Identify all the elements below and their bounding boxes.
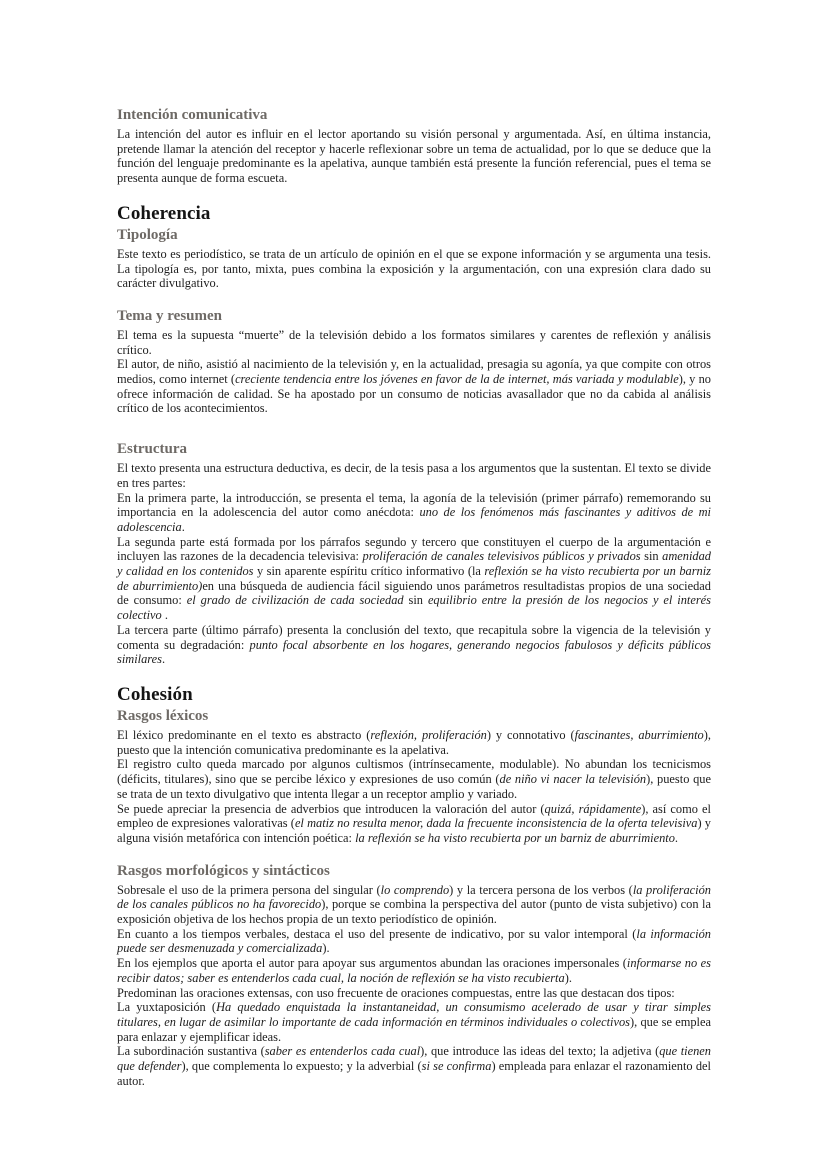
text-run: La subordinación sustantiva ( [117,1044,265,1059]
section-heading: Cohesión [117,683,193,705]
text-run: Se puede apreciar la presencia de adverbios que introducen la valoración del autor ( [117,801,545,816]
text-run: En los ejemplos que aporta el autor para apoyar sus argumentos abundan las oraciones impersonales ( [117,956,627,971]
text-run: El texto presenta una estructura deductiva, es decir, de la tesis pasa a los argumentos que la sustentan. El texto se divide en tres partes: [117,461,711,490]
italic-run: lo comprendo [380,882,450,897]
italic-run: uno de los fenómenos más fascinantes y aditivos de mi adolescencia [117,505,712,534]
text-run: ), puesto que se trata de un texto divulgativo que intenta llegar a un receptor amplio y variado. [117,772,711,801]
italic-run: que tienen que defender [117,1044,711,1074]
section-subheading: Intención comunicativa [117,107,268,123]
italic-run: la proliferación de los canales públicos no ha favorecido [117,882,711,912]
section-subheading: Rasgos léxicos [117,707,209,724]
paragraph [117,986,711,1001]
section-subheading: Estructura [117,441,187,458]
text-run: ), puesto que la intención comunicativa predominante es la apelativa. [117,727,711,757]
paragraph [117,956,711,985]
text-run: La yuxtaposición ( [117,1000,217,1015]
italic-run: Ha quedado enquistada la instantaneidad, un consumismo acelerado de usar y tirar simples titulares, en lugar de asimilar lo importante de cada información en términos individuales o colectivos [117,1000,711,1029]
italic-run: amenidad y calidad en los contenidos [117,549,711,579]
section-subheading: Rasgos morfológicos y sintácticos [117,862,330,879]
paragraph [117,1000,711,1044]
italic-run: quizá, rápidamente [544,801,642,816]
italic-run: el matiz no resulta menor, dada la frecuente inconsistencia de la oferta televisiva [294,816,698,831]
text-run: ), que introduce las ideas del texto; la adjetiva ( [420,1044,660,1059]
text-run: La segunda parte está formada por los párrafos segundo y tercero que constituyen el cuerpo de la argumentación e incluyen las razones de la decadencia televisiva: [117,534,711,564]
text-run: ). [564,970,572,985]
italic-run: creciente tendencia entre los jóvenes en favor de la de internet, más variada y modulable [235,372,679,387]
text-run: Predominan las oraciones extensas, con uso frecuente de oraciones compuestas, entre las que destacan dos tipos: [117,985,675,1000]
text-run: En cuanto a los tiempos verbales, destaca el uso del presente de indicativo, por su valor intemporal ( [117,926,637,941]
paragraph [117,328,711,357]
section [117,683,711,846]
italic-run: reflexión, proliferación [370,727,487,742]
italic-run: la información puede ser desmenuzada y comercializada [117,926,711,956]
paragraph [117,802,711,846]
text-run: ) y connotativo ( [486,727,575,742]
text-run: sin [640,549,663,564]
paragraph [117,757,711,801]
italic-run: el grado de civilización de cada sociedad [186,593,404,608]
text-run: La tercera parte (último párrafo) presenta la conclusión del texto, que recapitula sobre la vigencia de la televisión y comenta su degradación: [117,622,711,652]
italic-run: fascinantes, aburrimiento [574,727,704,742]
text-run: El autor, de niño, asistió al nacimiento de la televisión y, en la actualidad, presagia su agonía, ya que compite con otros medios, como internet ( [117,357,711,387]
section-heading: Coherencia [117,202,211,224]
text-run: en una búsqueda de audiencia fácil siguiendo unos parámetros resultadistas propios de una sociedad de consumo: [117,578,711,608]
italic-run: proliferación de canales televisivos públicos y privados [362,549,641,564]
paragraph [117,357,711,416]
text-run: ), así como el empleo de expresiones valorativas ( [117,801,711,831]
text-run: ), que se emplea para enlazar y ejemplificar ideas. [117,1014,711,1044]
text-run: Sobresale el uso de la primera persona del singular ( [117,882,381,897]
paragraph [117,535,711,623]
paragraph [117,623,711,667]
section [117,202,711,291]
italic-run: equilibrio entre la presión de los negocios y el interés colectivo [117,593,711,623]
section [117,106,711,186]
text-run: En la primera parte, la introducción, se presenta el tema, la agonía de la televisión (primer párrafo) rememorando su importancia en la adolescencia del autor como anécdota: [117,490,711,520]
text-run: sin [403,593,428,608]
text-run: ), que complementa lo expuesto; y la adverbial ( [181,1059,422,1074]
paragraph [117,491,711,535]
italic-run: la reflexión se ha visto recubierta por un barniz de aburrimiento [355,830,675,845]
text-run: y sin aparente espíritu crítico informativo (la [253,564,485,579]
text-run: ), porque se combina la perspectiva del autor (punto de vista subjetivo) con la exposición objetiva de los hechos propia de un texto periodístico de opinión. [117,897,711,927]
section [117,862,711,1089]
paragraph [117,728,711,757]
text-run: . [161,652,166,667]
italic-run: saber es entenderlos cada cual [264,1044,421,1059]
italic-run: punto focal absorbente en los hogares, generando negocios fabulosos y déficits públicos similares [117,637,711,667]
section-subheading: Tipología [117,226,178,243]
text-run: El tema es la supuesta “muerte” de la televisión debido a los formatos similares y carentes de reflexión y análisis crítico. [117,327,711,357]
text-run: La intención del autor es influir en el lector aportando su visión personal y argumentada. Así, en última instancia, pretende llamar la atención del receptor y hacerle reflexionar sobre un tema de actualidad, por lo que se deduce que la función del lenguaje predominante es la apelativa, aunque también está presente la función referencial, pues el tema se presenta aunque de forma escueta. [117,127,711,186]
text-run: ) y alguna visión metafórica con intención poética: [117,816,712,845]
text-run: ), y no ofrece información de calidad. Se ha apostado por un consumo de noticias avasallador que no da cabida al análisis crítico de los acontecimientos. [117,372,711,416]
text-run: ) empleada para enlazar el razonamiento del autor. [117,1059,711,1088]
italic-run: reflexión se ha visto recubierta por un barniz de aburrimiento) [117,564,711,593]
section [117,307,711,416]
paragraph [117,127,711,186]
paragraph [117,883,711,927]
italic-run: informarse no es recibir datos; saber es entenderlos cada cual, la noción de reflexión se ha visto recubierta [117,956,711,985]
paragraph [117,927,711,956]
text-run: ). [322,941,330,956]
text-run: . [161,608,168,623]
paragraph [117,461,711,490]
text-run: . [181,519,185,534]
paragraph [117,247,711,291]
text-run: Este texto es periodístico, se trata de un artículo de opinión en el que se expone información y se argumenta una tesis. La tipología es, por tanto, mixta, pues combina la exposición y la argumentación, con una expresión clara dado su carácter divulgativo. [117,246,711,291]
text-run: ) y la tercera persona de los verbos ( [449,882,633,897]
italic-run: de niño vi nacer la televisión [499,772,647,787]
text-run: El registro culto queda marcado por algunos cultismos (intrínsecamente, modulable). No abundan los tecnicismos (déficits, titulares), sino que se percibe léxico y expresiones de uso común ( [117,757,711,787]
paragraph [117,1044,711,1088]
section-subheading: Tema y resumen [117,307,222,324]
section [117,440,711,667]
text-run: . [674,830,679,845]
text-run: El léxico predominante en el texto es abstracto ( [117,727,371,742]
italic-run: si se confirma [421,1059,492,1074]
